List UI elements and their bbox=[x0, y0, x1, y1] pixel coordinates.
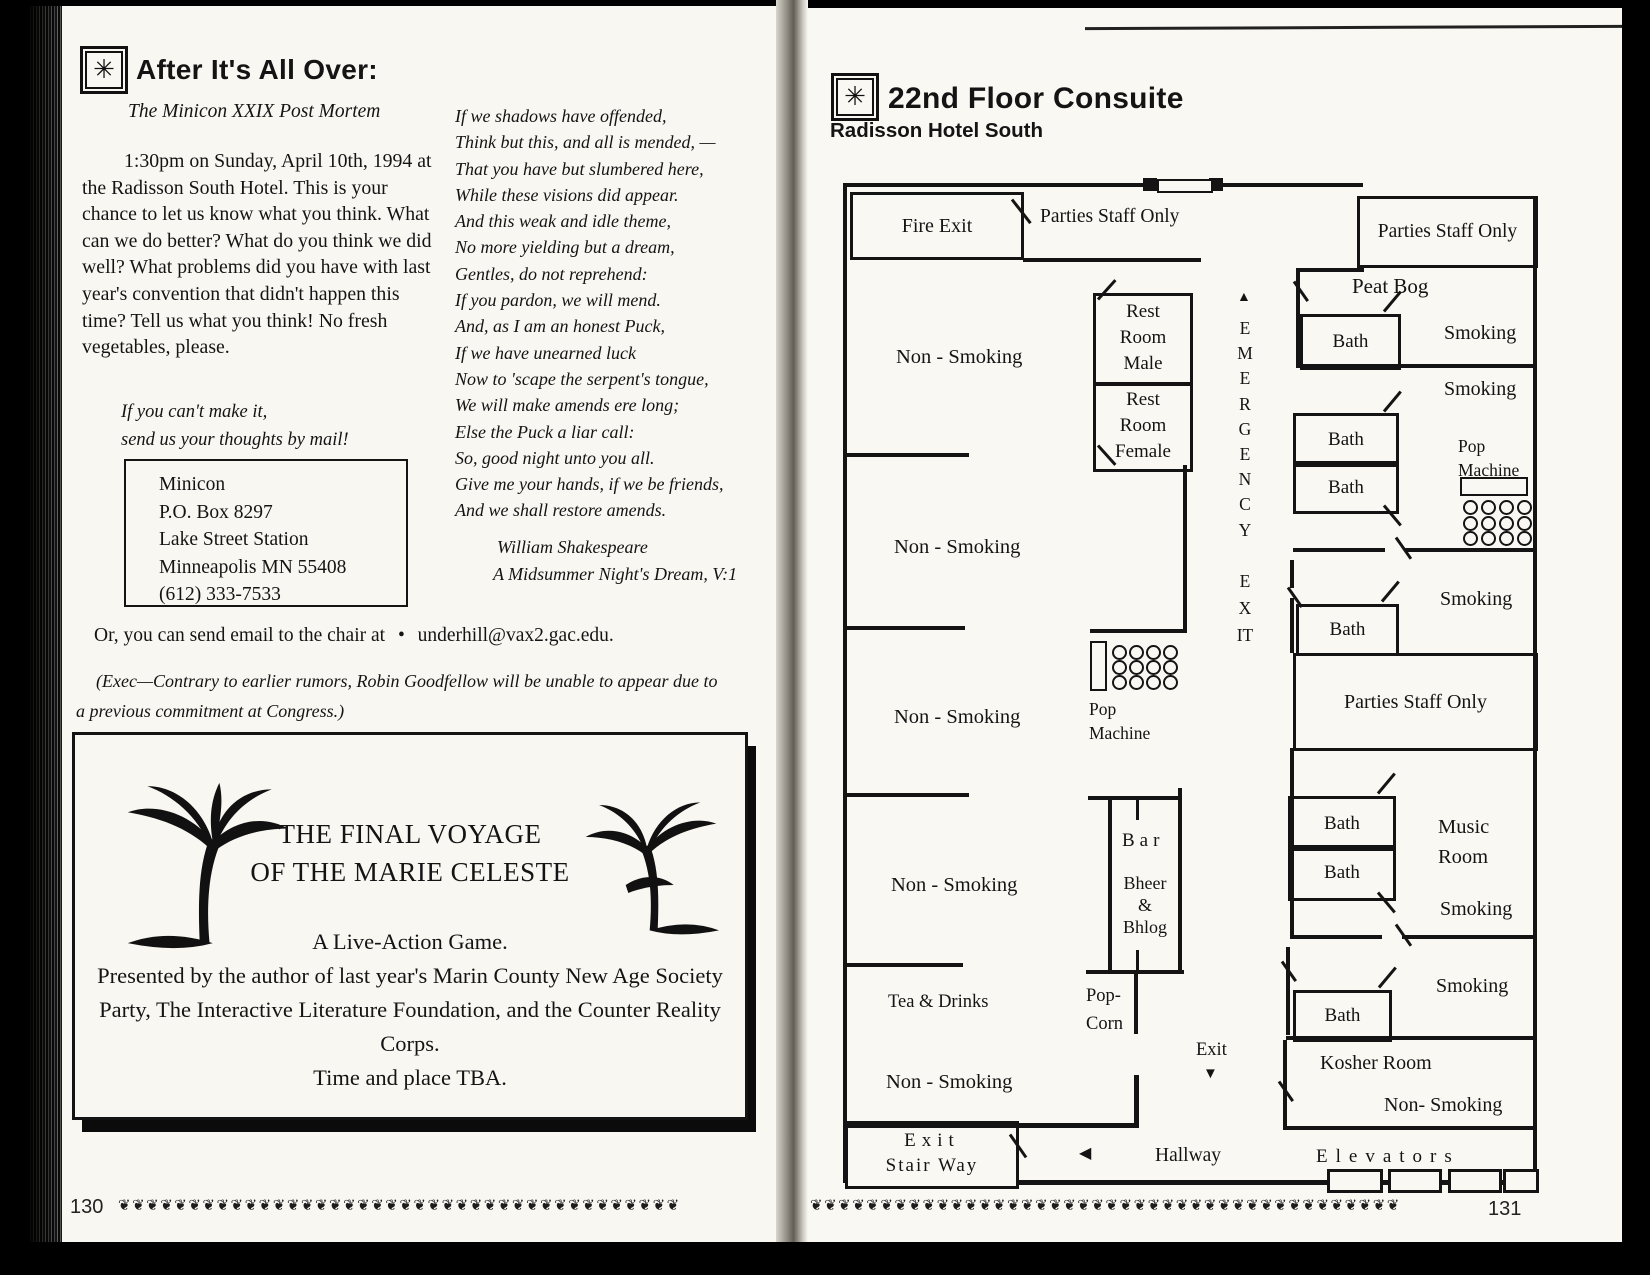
pop-machine-button bbox=[1163, 660, 1178, 675]
wall bbox=[1088, 796, 1180, 800]
room-bath bbox=[1293, 461, 1399, 514]
address-line: Lake Street Station bbox=[159, 529, 309, 550]
address-line: P.O. Box 8297 bbox=[159, 501, 273, 523]
pop-machine-button bbox=[1163, 675, 1178, 690]
mail-note-line2: send us your thoughts by mail! bbox=[121, 430, 349, 450]
room-label: Bath bbox=[1332, 331, 1369, 352]
poem-line: Now to 'scape the serpent's tongue, bbox=[455, 368, 709, 389]
email-address: underhill@vax2.gac.edu. bbox=[417, 625, 614, 646]
label: Pop bbox=[1089, 699, 1117, 719]
wall bbox=[1183, 465, 1187, 633]
room-label: Fire Exit bbox=[901, 214, 973, 237]
label-non-smoking: Non - Smoking bbox=[894, 536, 1021, 558]
exec-note: (Exec—Contrary to earlier rumors, Robin Goodfellow will be unable to appear due to a previous commitment at Congress.) bbox=[76, 671, 718, 721]
bullet: • bbox=[397, 625, 405, 646]
room-rest-room-male bbox=[1093, 293, 1193, 386]
room-label: Bath bbox=[1329, 619, 1366, 640]
room-bath bbox=[1293, 990, 1392, 1042]
right-page-title: 22nd Floor Consuite bbox=[888, 82, 1184, 115]
room-label: Room bbox=[1119, 415, 1167, 436]
label-smoking: Smoking bbox=[1444, 322, 1517, 344]
wall bbox=[1136, 950, 1139, 972]
room-rest-room-female bbox=[1093, 382, 1193, 472]
elevator-car bbox=[1503, 1169, 1539, 1193]
poem-line: Else the Puck a liar call: bbox=[455, 421, 635, 442]
label-smoking: Smoking bbox=[1436, 975, 1509, 997]
poem-line: Gentles, do not reprehend: bbox=[455, 263, 648, 284]
wall bbox=[843, 793, 969, 797]
room-bath bbox=[1300, 314, 1401, 370]
elevator-car bbox=[1327, 1169, 1383, 1193]
body-paragraph: 1:30pm on Sunday, April 10th, 1994 at the Radisson South Hotel. This is your chance to let us know what you think. What can we do better? What do you think we did well? What problems did you have with last year's convention that didn't happen this time? Tell us what you think! No fresh vegetables, please. bbox=[82, 150, 432, 359]
address-line: Minicon bbox=[159, 474, 226, 495]
pop-machine-button bbox=[1481, 516, 1496, 531]
wall bbox=[1223, 183, 1363, 187]
page-number-left: 130 bbox=[70, 1196, 104, 1218]
pop-machine-button bbox=[1517, 500, 1532, 515]
door-swing bbox=[1377, 773, 1396, 795]
label: Room bbox=[1438, 846, 1489, 868]
poem-line: If we have unearned luck bbox=[455, 342, 636, 363]
wall bbox=[843, 453, 969, 457]
room-label: Bath bbox=[1324, 862, 1360, 883]
left-arrow-icon: ◀ bbox=[1079, 1145, 1092, 1162]
wall bbox=[1134, 1075, 1139, 1127]
ad-line1: A Live-Action Game. bbox=[312, 929, 508, 954]
pop-machine-button bbox=[1112, 645, 1127, 660]
label-parties-staff-top: Parties Staff Only bbox=[1040, 206, 1180, 227]
left-page-title: After It's All Over: bbox=[136, 54, 378, 85]
pop-machine-button bbox=[1481, 531, 1496, 546]
label-bar: Bar bbox=[1122, 830, 1165, 851]
ornament-glyph: ✳ bbox=[93, 55, 115, 84]
mail-note-line1: If you can't make it, bbox=[121, 402, 268, 422]
pop-machine-button bbox=[1146, 645, 1161, 660]
poem-attribution-author: William Shakespeare bbox=[497, 537, 648, 557]
door-gap bbox=[1382, 935, 1402, 939]
door-post bbox=[1143, 178, 1157, 191]
poem-line: We will make amends ere long; bbox=[455, 395, 680, 416]
room-bath bbox=[1293, 413, 1399, 467]
room-label: Rest bbox=[1126, 389, 1160, 410]
poem-line: Give me your hands, if we be friends, bbox=[455, 474, 724, 495]
poem-line: While these visions did appear. bbox=[455, 184, 679, 205]
pop-machine-button bbox=[1146, 675, 1161, 690]
label-exit-center: Exit bbox=[1196, 1040, 1227, 1060]
label: Music bbox=[1438, 816, 1490, 838]
up-arrow-icon: ▲ bbox=[1237, 290, 1251, 305]
pop-machine-button bbox=[1129, 660, 1144, 675]
label: Machine bbox=[1458, 460, 1520, 480]
pop-machine-button bbox=[1129, 645, 1144, 660]
wall bbox=[1293, 548, 1537, 552]
label-elevators: Elevators bbox=[1316, 1146, 1460, 1167]
wall bbox=[843, 183, 847, 1183]
label: Bhlog bbox=[1122, 917, 1167, 937]
room-parties-staff-top-right bbox=[1357, 196, 1538, 268]
ad-title-line1: THE FINAL VOYAGE bbox=[278, 819, 542, 849]
pop-machine-button bbox=[1463, 531, 1478, 546]
room-fire-exit bbox=[850, 192, 1024, 260]
wall bbox=[1134, 974, 1138, 1034]
room-bath bbox=[1288, 845, 1396, 901]
room-label: Bath bbox=[1324, 812, 1360, 834]
wall bbox=[1290, 598, 1294, 653]
elevator-car bbox=[1448, 1169, 1502, 1193]
label: Pop- bbox=[1086, 986, 1121, 1006]
label: Machine bbox=[1089, 723, 1151, 743]
label: Corn bbox=[1086, 1014, 1123, 1034]
room-label: Bath bbox=[1328, 476, 1364, 498]
door-swing bbox=[1383, 391, 1402, 413]
label-non-smoking: Non - Smoking bbox=[886, 1071, 1013, 1093]
room-label: Parties Staff Only bbox=[1344, 690, 1487, 713]
ornament-glyph: ✳ bbox=[844, 82, 866, 111]
poem-line: If we shadows have offended, bbox=[455, 106, 667, 126]
ad-line3: Time and place TBA. bbox=[313, 1065, 507, 1090]
room-bath bbox=[1296, 604, 1399, 656]
pop-machine-button bbox=[1163, 645, 1178, 660]
ad-line2: Presented by the author of last year's Marin County New Age Society Party, The Interactive Literature Foundation, and the Counter Reality Corps. bbox=[97, 963, 723, 1056]
wall bbox=[1283, 1126, 1537, 1130]
door-swing bbox=[1378, 967, 1397, 989]
wall bbox=[843, 183, 1145, 187]
label-non-smoking-kosher: Non- Smoking bbox=[1384, 1094, 1503, 1116]
pop-machine-button bbox=[1463, 516, 1478, 531]
door-swing bbox=[1381, 581, 1400, 603]
left-page-subtitle: The Minicon XXIX Post Mortem bbox=[128, 101, 381, 122]
label-tea-drinks: Tea & Drinks bbox=[888, 992, 989, 1012]
pop-machine-button bbox=[1112, 660, 1127, 675]
wall bbox=[1286, 947, 1290, 1035]
poem-line: And, as I am an honest Puck, bbox=[455, 316, 665, 337]
room-parties-staff-mid bbox=[1293, 653, 1538, 751]
pop-machine-button bbox=[1499, 500, 1514, 515]
label: Pop bbox=[1458, 436, 1486, 456]
poem-line: Think but this, and all is mended, — bbox=[455, 132, 716, 153]
elevator-car bbox=[1388, 1169, 1442, 1193]
label-smoking: Smoking bbox=[1444, 378, 1517, 400]
pop-machine-button bbox=[1499, 516, 1514, 531]
poem-line: That you have but slumbered here, bbox=[455, 158, 704, 179]
room-exit-stairway bbox=[845, 1121, 1019, 1189]
pop-machine-button bbox=[1129, 675, 1144, 690]
room-label: Bath bbox=[1328, 429, 1364, 450]
pop-machine-button bbox=[1517, 516, 1532, 531]
room-label: Bath bbox=[1324, 1005, 1361, 1026]
room-label: Stair Way bbox=[885, 1155, 979, 1176]
label-pop-machine bbox=[1458, 434, 1519, 482]
label: Bheer bbox=[1123, 873, 1167, 893]
poem-line: So, good night unto you all. bbox=[455, 447, 655, 468]
label-pop-corn bbox=[1086, 982, 1123, 1038]
wall bbox=[843, 963, 963, 967]
label-non-smoking: Non - Smoking bbox=[891, 874, 1018, 896]
room-label: Parties Staff Only bbox=[1377, 221, 1518, 242]
right-page-subtitle: Radisson Hotel South bbox=[830, 119, 1043, 142]
wall bbox=[1290, 935, 1537, 939]
pop-machine-button bbox=[1517, 531, 1532, 546]
pop-machine-button bbox=[1499, 531, 1514, 546]
poem-line: And we shall restore amends. bbox=[455, 500, 667, 521]
email-line: Or, you can send email to the chair at bbox=[94, 625, 386, 646]
wall bbox=[843, 626, 965, 630]
ornament-border-left: ❦❦❦❦❦❦❦❦❦❦❦❦❦❦❦❦❦❦❦❦❦❦❦❦❦❦❦❦❦❦❦❦❦❦❦❦❦❦❦❦ bbox=[118, 1198, 681, 1214]
label-bheer-bhlog bbox=[1110, 872, 1180, 938]
address-line: Minneapolis MN 55408 bbox=[159, 556, 347, 578]
room-label: Rest bbox=[1126, 301, 1160, 322]
label-peat-bog: Peat Bog bbox=[1352, 274, 1429, 298]
room-label: Male bbox=[1123, 353, 1163, 374]
label: & bbox=[1137, 895, 1152, 915]
label-smoking: Smoking bbox=[1440, 588, 1513, 610]
label-exit-vertical: EXIT bbox=[1236, 571, 1254, 645]
wall bbox=[1290, 560, 1294, 588]
room-label: Exit bbox=[904, 1130, 960, 1151]
page-number-right: 131 bbox=[1488, 1198, 1522, 1220]
poem-line: If you pardon, we will mend. bbox=[455, 290, 661, 311]
label-hallway: Hallway bbox=[1155, 1145, 1222, 1166]
label-emergency-vertical: EMERGENCY bbox=[1237, 318, 1253, 540]
pop-machine-outline bbox=[1090, 641, 1107, 691]
label-smoking: Smoking bbox=[1440, 898, 1513, 920]
label-non-smoking: Non - Smoking bbox=[896, 346, 1023, 368]
wall bbox=[1090, 629, 1185, 633]
wall bbox=[1296, 268, 1364, 272]
room-label: Room bbox=[1119, 327, 1167, 348]
pop-machine-button bbox=[1146, 660, 1161, 675]
poem-line: And this weak and idle theme, bbox=[455, 211, 671, 232]
pop-machine-button bbox=[1112, 675, 1127, 690]
pop-machine-button bbox=[1463, 500, 1478, 515]
label-kosher-room: Kosher Room bbox=[1320, 1052, 1432, 1074]
label-non-smoking: Non - Smoking bbox=[894, 706, 1021, 728]
pop-machine-button bbox=[1481, 500, 1496, 515]
ornament-border-right: ❦❦❦❦❦❦❦❦❦❦❦❦❦❦❦❦❦❦❦❦❦❦❦❦❦❦❦❦❦❦❦❦❦❦❦❦❦❦❦❦❦❦ bbox=[810, 1198, 1401, 1214]
poem-line: No more yielding but a dream, bbox=[455, 237, 675, 258]
poem-attribution-work: A Midsummer Night's Dream, V:1 bbox=[493, 564, 738, 584]
down-arrow-icon: ▼ bbox=[1203, 1066, 1218, 1082]
wall bbox=[1023, 258, 1201, 262]
double-door bbox=[1157, 179, 1213, 193]
label-music-room bbox=[1438, 812, 1489, 872]
label-pop-machine bbox=[1089, 697, 1150, 745]
wall bbox=[1136, 798, 1139, 820]
address-line: (612) 333-7533 bbox=[159, 584, 281, 605]
ad-title-line2: OF THE MARIE CELESTE bbox=[250, 857, 570, 887]
room-bath bbox=[1288, 796, 1396, 851]
room-label: Female bbox=[1115, 441, 1171, 462]
